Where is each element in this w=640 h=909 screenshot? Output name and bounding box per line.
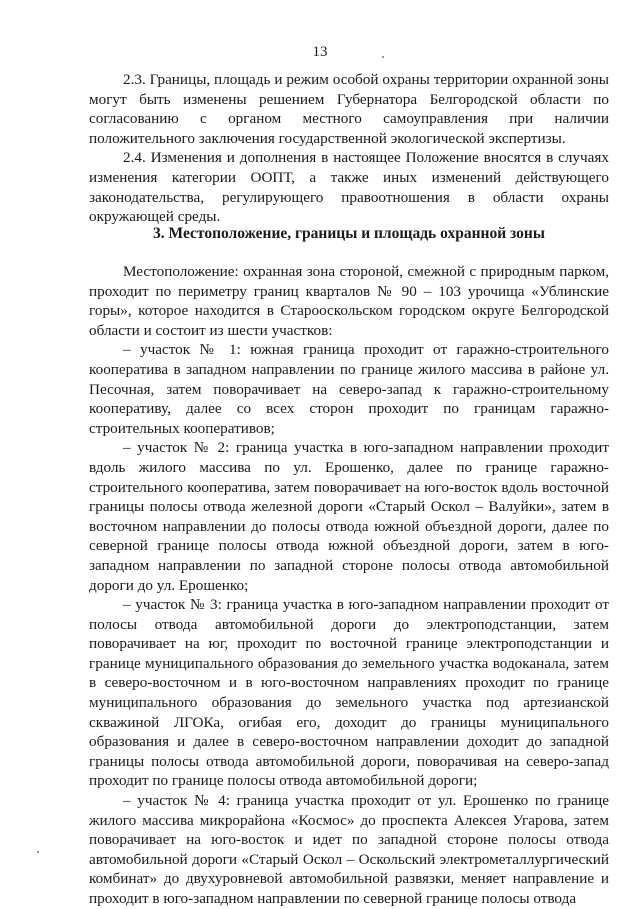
scan-speck <box>37 851 39 853</box>
plot-1-paragraph: – участок № 1: южная граница проходит от гаражно-строительного кооператива в западном направлении по границе жилого массива в районе ул. Песочная, затем поворачивает на северо-запад к гаражно-строительному кооперативу, далее со всех сторон проходит по границам гаражно-строительных кооперативов; <box>89 341 609 437</box>
location-paragraph: Местоположение: охранная зона стороной, смежной с природным парком, проходит по периметру границ кварталов № 90 – 103 урочища «Ублинские горы», которое находится в Старооскольском городском округе Белгородской области и состоит из шести участков: <box>89 263 609 339</box>
paragraph-2-3: 2.3. Границы, площадь и режим особой охраны территории охранной зоны могут быть изменены решением Губернатора Белгородской области по согласованию с органом местного самоуправления при наличии положительного заключения государственной экологической экспертизы. <box>89 71 609 147</box>
plot-4-paragraph: – участок № 4: граница участка проходит от ул. Ерошенко по границе жилого массива микрорайона «Космос» до проспекта Алексея Угарова, затем поворачивает на юго-восток и идет по западной стороне полосы отвода автомобильной дороги «Старый Оскол – Оскольский электрометаллургический комбинат» до двухуровневой автомобильной развязки, меняет направление и проходит в юго-западном направлении по северной границе полосы отвода <box>89 792 609 907</box>
plot-3-paragraph: – участок № 3: граница участка в юго-западном направлении проходит от полосы отвода автомобильной дороги до электроподстанции, затем поворачивает на юг, проходит по восточной границе электроподстанции и границе муниципального образования до земельного участка водоканала, затем в северо-восточном и в юго-восточном направлениях проходит по границе муниципального образования до земельного участка под артезианской скважиной ЛГОКа, огибая его, доходит до границы муниципального образования и далее в северо-восточном направлении доходит до западной границы полосы отвода автомобильной дороги, поворачивая на северо-запад проходит по границе полосы отвода автомобильной дороги; <box>89 596 609 790</box>
top-paragraphs <box>89 70 609 227</box>
plot-2-paragraph: – участок № 2: граница участка в юго-западном направлении проходит вдоль жилого массива по ул. Ерошенко, далее по границе гаражно-строительного кооператива, затем поворачивает на юго-восток вдоль восточной границы полосы отвода железной дороги «Старый Оскол – Валуйки», затем в восточном направлении до полосы отвода южной объездной дороги, далее по северной границе полосы отвода южной объездной дороги, затем в юго-западном направлении по западной стороне полосы отвода автомобильной дороги до ул. Ерошенко; <box>89 439 609 594</box>
scan-speck <box>382 56 384 58</box>
paragraph-2-4: 2.4. Изменения и дополнения в настоящее Положение вносятся в случаях изменения категории ООПТ, а также иных изменений действующего законодательства, регулирующего правоотношения в области охраны окружающей среды. <box>89 149 609 226</box>
section-paragraphs <box>89 262 609 909</box>
page-number: 13 <box>312 44 328 60</box>
section-heading: 3. Местоположение, границы и площадь охранной зоны <box>153 225 545 242</box>
